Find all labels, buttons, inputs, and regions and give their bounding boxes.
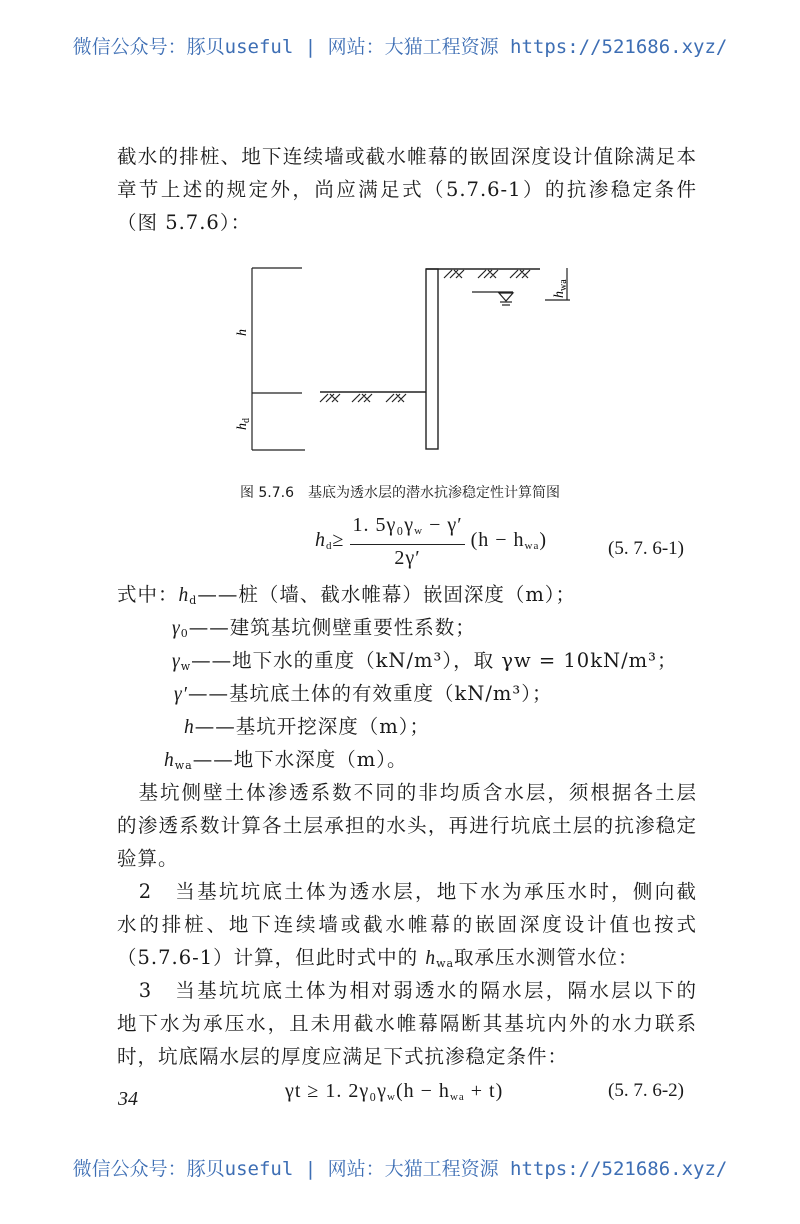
equation-number-2: (5. 7. 6-2) xyxy=(608,1080,684,1101)
para1-line-3: 验算。 xyxy=(117,847,179,870)
para2-line-3: （5.7.6-1）计算，但此时式中的 $h_{wa}$取承压水测管水位： xyxy=(117,946,639,970)
definition-hwa: $h_{wa}——$地下水深度（m）。 xyxy=(164,748,408,772)
definition-hd: 式中：$h_d——$桩（墙、截水帷幕）嵌固深度（m）； xyxy=(117,583,577,607)
figure-caption: 图 5.7.6 基底为透水层的潜水抗渗稳定性计算简图 xyxy=(239,485,561,501)
definition-gammaw: $\gamma_w——$地下水的重度（kN/m³），取 γw = 10kN/m³； xyxy=(172,649,678,673)
equation-5-7-6-1: $h_d\ge$ $\frac{1. 5\gamma_0\gamma_w - \gamma'}{2\gamma'}$ $(h - h_{wa})$ xyxy=(315,514,548,569)
watermark-bottom: 微信公众号：豚贝useful | 网站：大猫工程资源 https://521686.xyz/ xyxy=(72,1158,728,1180)
para3-line-1: 3 当基坑坑底土体为相对弱透水的隔水层，隔水层以下的 xyxy=(117,979,697,1002)
equation-number-1: (5. 7. 6-1) xyxy=(608,538,684,559)
para2-line-1: 2 当基坑坑底土体为透水层，地下水为承压水时，侧向截 xyxy=(117,880,697,903)
seepage-diagram xyxy=(220,250,600,470)
label-hd: $h_d$ xyxy=(235,418,252,430)
definition-gamma0: $\gamma_0——$建筑基坑侧壁重要性系数； xyxy=(172,616,476,640)
para2-line-2: 水的排桩、地下连续墙或截水帷幕的嵌固深度设计值也按式 xyxy=(117,913,697,936)
watermark-top: 微信公众号：豚贝useful | 网站：大猫工程资源 https://521686.xyz/ xyxy=(72,36,728,58)
equation-5-7-6-2: γt ≥ 1. $2\gamma_0\gamma_w(h - h_{wa} + t)$ xyxy=(285,1080,504,1103)
para1-line-1: 基坑侧壁土体渗透系数不同的非均质含水层，须根据各土层 xyxy=(117,781,697,804)
intro-line-1: 截水的排桩、地下连续墙或截水帷幕的嵌固深度设计值除满足本 xyxy=(117,145,697,168)
para3-line-3: 时，坑底隔水层的厚度应满足下式抗渗稳定条件： xyxy=(117,1045,569,1068)
label-h: h xyxy=(235,329,250,336)
intro-line-3: （图 5.7.6）： xyxy=(117,211,252,234)
definition-gamma-prime: γ′——基坑底土体的有效重度（kN/m³）； xyxy=(174,682,553,705)
intro-line-2: 章节上述的规定外，尚应满足式（5.7.6-1）的抗渗稳定条件 xyxy=(117,178,697,201)
page-number: 34 xyxy=(118,1088,138,1110)
label-hwa: $h_{wa}$ xyxy=(552,279,569,298)
para3-line-2: 地下水为承压水，且未用截水帷幕隔断其基坑内外的水力联系 xyxy=(117,1012,697,1035)
para1-line-2: 的渗透系数计算各土层承担的水头，再进行坑底土层的抗渗稳定 xyxy=(117,814,697,837)
definition-h: h——基坑开挖深度（m）； xyxy=(184,715,430,738)
